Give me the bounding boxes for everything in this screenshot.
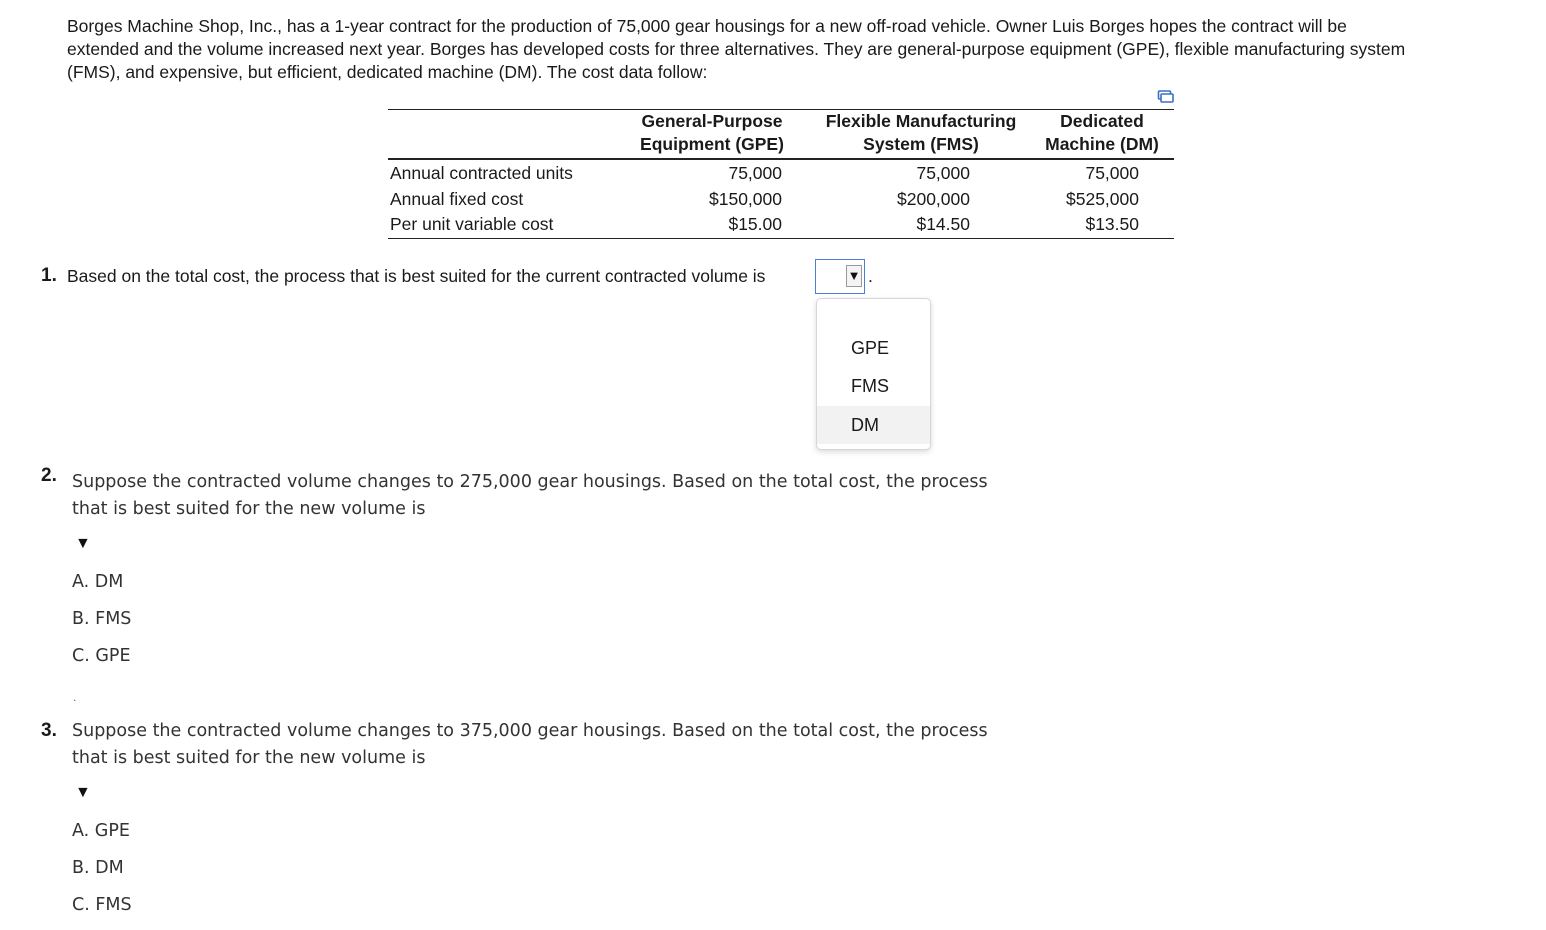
cell-value: 75,000 xyxy=(1085,163,1139,184)
header-gpe: General-Purpose Equipment (GPE) xyxy=(640,111,784,154)
table-row xyxy=(388,159,1174,187)
header-dm: Dedicated Machine (DM) xyxy=(1045,111,1159,154)
question-1-period: . xyxy=(868,266,873,286)
cell-value: $200,000 xyxy=(897,188,970,209)
question-2-number: 2. xyxy=(41,465,57,486)
header-fms: Flexible Manufacturing System (FMS) xyxy=(825,111,1017,154)
question-3-option-b[interactable]: B. DM xyxy=(72,858,124,878)
question-2-option-a[interactable]: A. DM xyxy=(72,572,124,592)
row-label: Annual contracted units xyxy=(390,163,573,184)
table-row xyxy=(388,187,1174,213)
question-1-dropdown-menu xyxy=(816,298,931,450)
cell-value: 75,000 xyxy=(916,163,970,184)
question-3-option-c[interactable]: C. FMS xyxy=(72,895,132,915)
question-2-line-2: that is best suited for the new volume is xyxy=(72,499,426,519)
question-2-period: . xyxy=(73,690,77,704)
table-header-row xyxy=(388,110,1174,160)
cell-value: 75,000 xyxy=(728,163,782,184)
header-blank xyxy=(388,110,612,160)
question-3-number: 3. xyxy=(41,720,57,741)
cost-data-table xyxy=(388,109,1174,239)
intro-line-3: (FMS), and expensive, but efficient, dedicated machine (DM). The cost data follow: xyxy=(67,62,708,82)
question-3-dropdown-arrow-icon[interactable]: ▼ xyxy=(75,784,91,801)
intro-line-2: extended and the volume increased next year. Borges has developed costs for three alternatives. They are general-purpose equipment (GPE), flexible manufacturing system xyxy=(67,39,1406,59)
cell-value: $150,000 xyxy=(709,188,782,209)
cell-value: $14.50 xyxy=(916,214,970,235)
intro-line-1: Borges Machine Shop, Inc., has a 1-year contract for the production of 75,000 gear housings for a new off-road vehicle. Owner Luis Borges hopes the contract will be xyxy=(67,16,1347,36)
question-3-line-2: that is best suited for the new volume is xyxy=(72,748,426,768)
question-2-option-c[interactable]: C. GPE xyxy=(72,646,131,666)
copy-icon[interactable] xyxy=(1157,89,1175,105)
question-3-line-1: Suppose the contracted volume changes to 375,000 gear housings. Based on the total cost, the process xyxy=(72,721,988,741)
question-2-line-1: Suppose the contracted volume changes to 275,000 gear housings. Based on the total cost, the process xyxy=(72,472,988,492)
row-label: Per unit variable cost xyxy=(390,214,554,235)
cell-value: $15.00 xyxy=(728,214,782,235)
question-1-dropdown[interactable] xyxy=(815,259,865,294)
question-2-option-b[interactable]: B. FMS xyxy=(72,609,132,629)
question-1-number: 1. xyxy=(41,265,57,286)
menu-option-dm[interactable]: DM xyxy=(817,406,930,444)
cell-value: $525,000 xyxy=(1066,188,1139,209)
question-3-option-a[interactable]: A. GPE xyxy=(72,821,130,841)
question-1-text: Based on the total cost, the process that is best suited for the current contracted volume is xyxy=(67,266,766,286)
row-label: Annual fixed cost xyxy=(390,188,524,209)
menu-option-gpe[interactable]: GPE xyxy=(851,338,890,358)
menu-option-fms[interactable]: FMS xyxy=(851,376,889,396)
problem-intro xyxy=(67,15,1507,84)
dropdown-arrow-icon[interactable]: ▼ xyxy=(846,265,862,287)
cell-value: $13.50 xyxy=(1085,214,1139,235)
table-row xyxy=(388,212,1174,238)
question-2-dropdown-arrow-icon[interactable]: ▼ xyxy=(75,535,91,552)
